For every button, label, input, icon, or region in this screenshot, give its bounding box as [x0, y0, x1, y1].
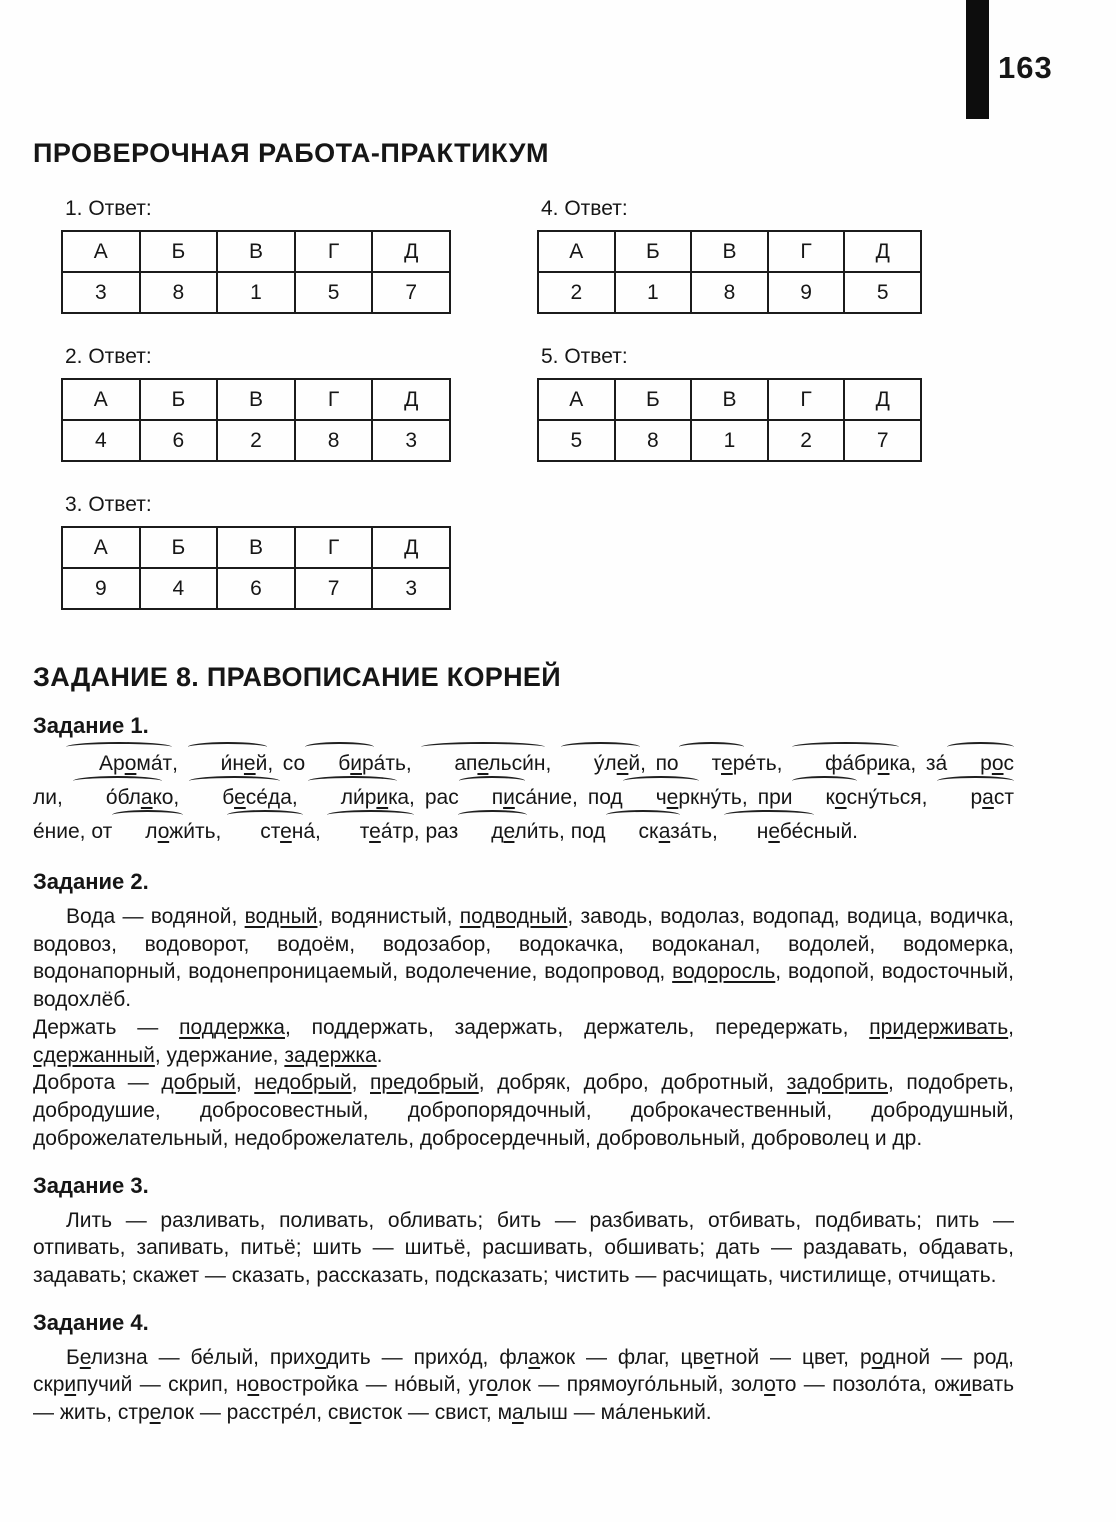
header-cell: Б [140, 527, 218, 568]
value-cell: 9 [62, 568, 140, 609]
table-header-row [62, 527, 450, 568]
page-marker-bar [966, 0, 989, 119]
table-value-row [538, 420, 921, 461]
value-cell: 9 [768, 272, 845, 313]
header-cell: А [538, 231, 615, 272]
value-cell: 3 [372, 568, 450, 609]
value-cell: 1 [615, 272, 692, 313]
task-4 [33, 1310, 1014, 1427]
value-cell: 7 [295, 568, 373, 609]
header-cell: Г [768, 231, 845, 272]
header-cell: В [217, 379, 295, 420]
task-2-paragraph-2: Держать — поддержка, поддержать, задержать, держатель, передержать, придерживать, сдержанный, удержание, задержка. [33, 1015, 1014, 1067]
header-cell: Д [844, 379, 921, 420]
value-cell: 3 [372, 420, 450, 461]
header-cell: Д [844, 231, 921, 272]
task-4-text: Белизна — бе́лый, приходить — прихо́д, флажок — флаг, цветной — цвет, родной — род, скрипучий — скрип, новостройка — но́вый, уголок — прямоуго́льный, золото — позоло́та, оживать — жить, стрелок — расстре́л, свисток — свист, малыш — ма́ленький. [33, 1345, 1015, 1425]
page-title: ПРОВЕРОЧНАЯ РАБОТА-ПРАКТИКУМ [33, 138, 549, 168]
table-value-row [62, 272, 450, 313]
value-cell: 1 [691, 420, 768, 461]
answer-label-2: 2. Ответ: [65, 345, 152, 368]
answer-block-5 [537, 345, 922, 462]
answer-block-4 [537, 197, 922, 314]
value-cell: 7 [372, 272, 450, 313]
header-cell: Б [140, 379, 218, 420]
header-cell: Б [615, 231, 692, 272]
answer-label-1: 1. Ответ: [65, 197, 152, 220]
header-cell: Д [372, 527, 450, 568]
value-cell: 6 [217, 568, 295, 609]
value-cell: 5 [538, 420, 615, 461]
answer-table-5 [537, 378, 922, 462]
header-cell: В [691, 231, 768, 272]
header-cell: Б [140, 231, 218, 272]
header-cell: Г [295, 231, 373, 272]
task-2-label: Задание 2. [33, 869, 149, 895]
page-number: 163 [998, 50, 1053, 85]
value-cell: 5 [295, 272, 373, 313]
value-cell: 1 [217, 272, 295, 313]
answer-block-1 [61, 197, 451, 314]
table-value-row [538, 272, 921, 313]
header-cell: А [62, 527, 140, 568]
header-cell: Г [768, 379, 845, 420]
task-2-paragraph-3: Доброта — добрый, недобрый, предобрый, добряк, добро, добротный, задобрить, подобреть, добродушие, добросовестный, добропорядочный, доброкачественный, добродушный, доброжелательный, недоброжелатель, добросердечный, добровольный, доброволец и др. [33, 1071, 1015, 1150]
value-cell: 8 [295, 420, 373, 461]
header-cell: Д [372, 231, 450, 272]
task-3-text: Лить — разливать, поливать, обливать; бить — разбивать, отбивать, подбивать; пить — отпивать, запивать, питьё; шить — шитьё, расшивать, обшивать; дать — раздавать, обдавать, задавать; скажет — сказать, рассказать, подсказать; чистить — расчищать, чистилище, отчищать. [33, 1208, 1014, 1287]
value-cell: 7 [844, 420, 921, 461]
task-1-text: Арома́т, и́ней, со бира́ть, апельси́н, у́лей, по тере́ть, фа́брика, за́ росли, о́блако, бесе́да, ли́рика, рас писа́ние, под черкну́ть, при косну́ться, расте́ние, от ложи́ть, стена́, теа́тр, раз дели́ть, под сказа́ть, небе́сный. [33, 747, 1014, 849]
answer-table-4 [537, 230, 922, 314]
task-3 [33, 1173, 1014, 1290]
header-cell: В [217, 527, 295, 568]
task-1 [33, 713, 1014, 849]
answers-section [61, 197, 1014, 610]
answer-block-2 [61, 345, 451, 462]
value-cell: 6 [140, 420, 218, 461]
header-cell: Г [295, 379, 373, 420]
value-cell: 2 [768, 420, 845, 461]
table-header-row [538, 379, 921, 420]
header-cell: Д [372, 379, 450, 420]
value-cell: 8 [615, 420, 692, 461]
header-cell: В [217, 231, 295, 272]
answer-label-5: 5. Ответ: [541, 345, 628, 368]
header-cell: Г [295, 527, 373, 568]
header-cell: А [62, 379, 140, 420]
task-3-label: Задание 3. [33, 1172, 149, 1198]
header-cell: Б [615, 379, 692, 420]
section-title: ЗАДАНИЕ 8. ПРАВОПИСАНИЕ КОРНЕЙ [33, 662, 561, 692]
task-2-paragraph-1: Вода — водяной, водный, водянистый, подводный, заводь, водолаз, водопад, водица, водичка, водовоз, водоворот, водоём, водозабор, водокачка, водоканал, водолей, водомерка, водонапорный, водонепроницаемый, водолечение, водопровод, водоросль, водопой, водосточный, водохлёб. [33, 905, 1014, 1012]
answer-label-4: 4. Ответ: [541, 197, 628, 220]
table-header-row [62, 379, 450, 420]
table-header-row [62, 231, 450, 272]
value-cell: 4 [62, 420, 140, 461]
task-2 [33, 869, 1014, 1152]
answer-table-3 [61, 526, 451, 610]
table-value-row [62, 420, 450, 461]
task-1-label: Задание 1. [33, 713, 149, 738]
answer-table-1 [61, 230, 451, 314]
answers-grid-spacer [537, 493, 922, 610]
answer-block-3 [61, 493, 451, 610]
value-cell: 3 [62, 272, 140, 313]
page-corner-marker [966, 0, 1053, 119]
task-4-label: Задание 4. [33, 1309, 149, 1335]
header-cell: А [62, 231, 140, 272]
header-cell: В [691, 379, 768, 420]
value-cell: 2 [217, 420, 295, 461]
value-cell: 5 [844, 272, 921, 313]
value-cell: 8 [140, 272, 218, 313]
value-cell: 2 [538, 272, 615, 313]
header-cell: А [538, 379, 615, 420]
value-cell: 8 [691, 272, 768, 313]
answer-label-3: 3. Ответ: [65, 493, 152, 516]
answer-table-2 [61, 378, 451, 462]
value-cell: 4 [140, 568, 218, 609]
table-value-row [62, 568, 450, 609]
table-header-row [538, 231, 921, 272]
